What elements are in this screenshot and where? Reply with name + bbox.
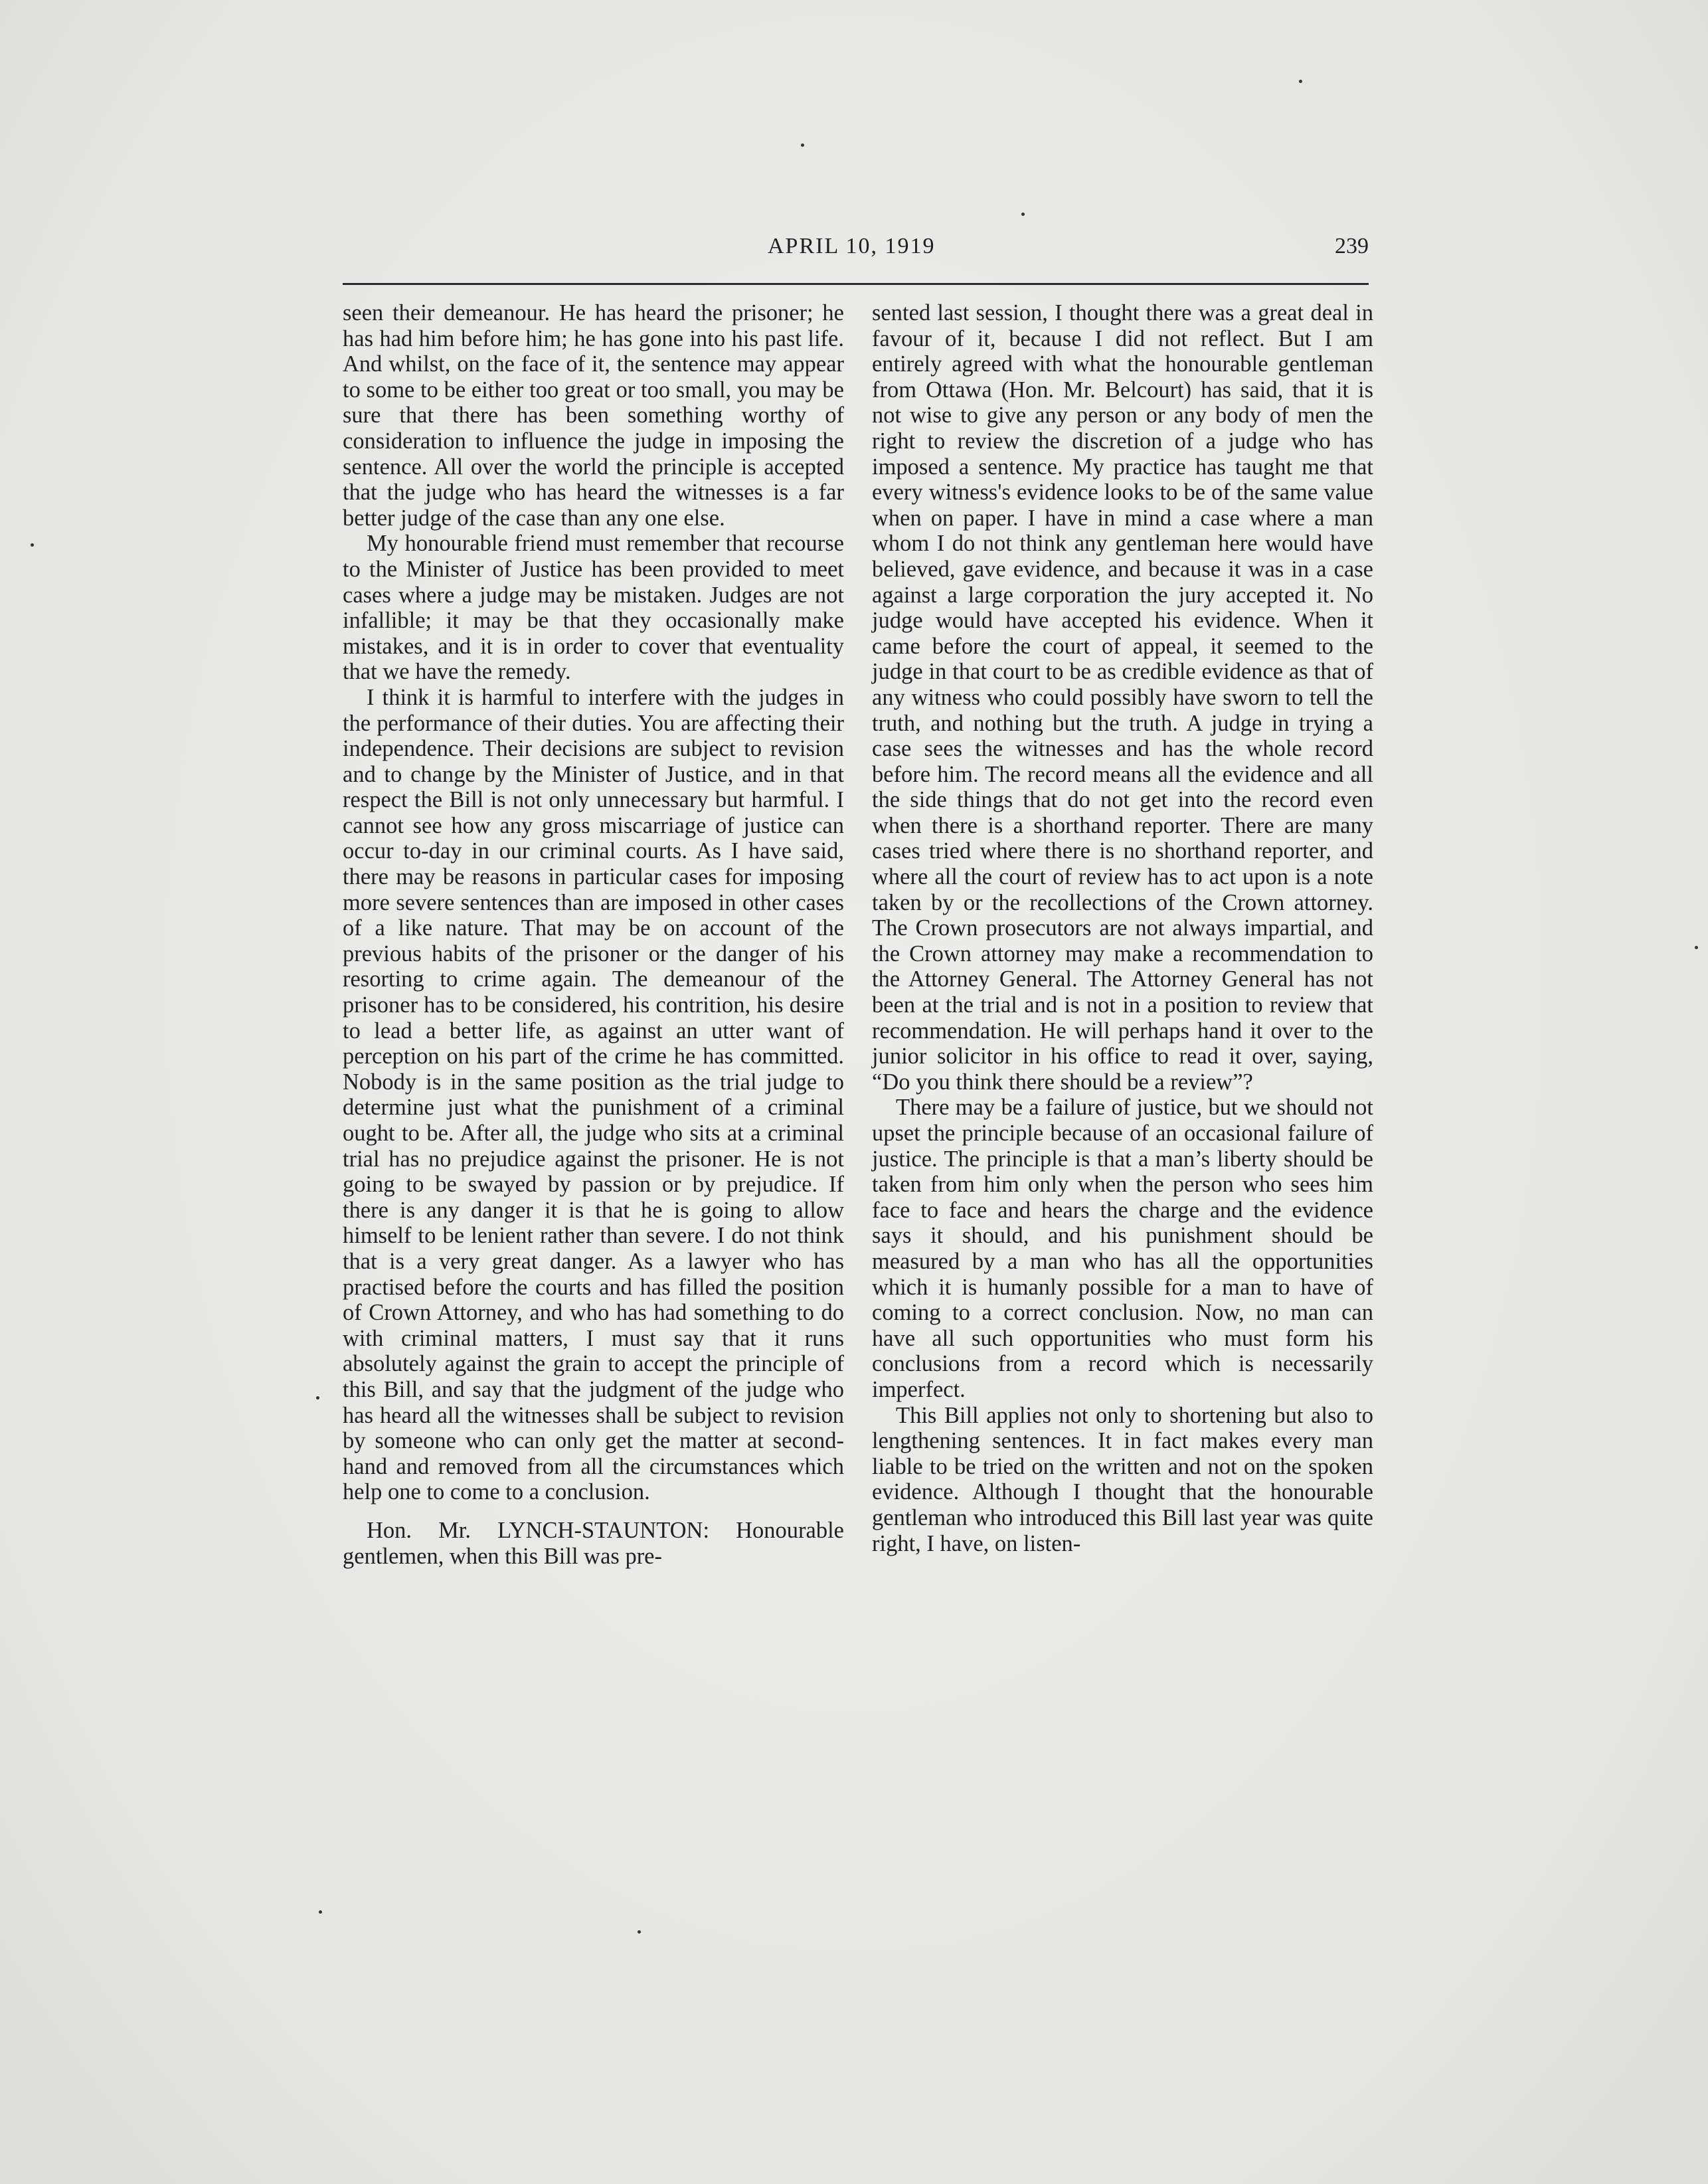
speck: [316, 1396, 319, 1400]
page-number: 239: [1335, 234, 1369, 258]
speck: [1299, 80, 1302, 83]
header-rule: [343, 283, 1369, 285]
speck: [319, 1910, 322, 1914]
page-header: [343, 234, 1369, 267]
speaker-paragraph: Hon. Mr. LYNCH-STAUNTON: Honourable gentlemen, when this Bill was pre-: [343, 1517, 844, 1569]
speck: [801, 143, 804, 147]
speck: [31, 543, 34, 547]
header-date: APRIL 10, 1919: [768, 234, 936, 258]
paragraph: This Bill applies not only to shortening but also to lengthening sentences. It in fact makes every man liable to be tried on the written and not on the spoken evidence. Although I thought that the honourable gentleman who introduced this Bill last year was quite right, I have, on listen-: [872, 1402, 1373, 1556]
paragraph: My honourable friend must remember that recourse to the Minister of Justice has been provided to meet cases where a judge may be mistaken. Judges are not infallible; it may be that they occasionally make mistakes, and it is in order to cover that eventuality that we have the remedy.: [343, 531, 844, 685]
speck: [638, 1930, 641, 1934]
speck: [1695, 946, 1698, 949]
left-column: [343, 300, 844, 1569]
paragraph: There may be a failure of justice, but we should not upset the principle because of an occasional failure of justice. The principle is that a man’s liberty should be taken from him only when the person who sees him face to face and hears the charge and the evidence says it should, and his punishment should be measured by a man who has all the opportunities which it is humanly possible for a man to have of coming to a correct conclusion. Now, no man can have all such opportunities who must form his conclusions from a record which is necessarily imperfect.: [872, 1095, 1373, 1402]
paragraph: I think it is harmful to interfere with the judges in the performance of their duties. You are affecting their independence. Their decisions are subject to revision and to change by the Minister of Justice, and in that respect the Bill is not only unnecessary but harmful. I cannot see how any gross miscarriage of justice can occur to-day in our criminal courts. As I have said, there may be reasons in particular cases for imposing more severe sentences than are imposed in other cases of a like nature. That may be on account of the previous habits of the prisoner or the danger of his resorting to crime again. The demeanour of the prisoner has to be considered, his contrition, his desire to lead a better life, as against an utter want of perception on his part of the crime he has committed. Nobody is in the same position as the trial judge to determine just what the punishment of a criminal ought to be. After all, the judge who sits at a criminal trial has no prejudice against the prisoner. He is not going to be swayed by passion or by prejudice. If there is any danger it is that he is going to allow himself to be lenient rather than severe. I do not think that is a very great danger. As a lawyer who has practised before the courts and has filled the position of Crown Attorney, and who has had something to do with criminal matters, I must say that it runs absolutely against the grain to accept the principle of this Bill, and say that the judgment of the judge who has heard all the witnesses shall be subject to revision by someone who can only get the matter at second-hand and removed from all the circumstances which help one to come to a conclusion.: [343, 684, 844, 1505]
right-column: [872, 300, 1373, 1556]
paragraph: sented last session, I thought there was a great deal in favour of it, because I did not reflect. But I am entirely agreed with what the honourable gentleman from Ottawa (Hon. Mr. Belcourt) has said, that it is not wise to give any person or any body of men the right to review the discretion of a judge who has imposed a sentence. My practice has taught me that every witness's evidence looks to be of the same value when on paper. I have in mind a case where a man whom I do not think any gentleman here would have believed, gave evidence, and because it was in a case against a large corporation the jury accepted it. No judge would have accepted his evidence. When it came before the court of appeal, it seemed to the judge in that court to be as credible evidence as that of any witness who could possibly have sworn to tell the truth, and nothing but the truth. A judge in trying a case sees the witnesses and has the whole record before him. The record means all the evidence and all the side things that do not get into the record even when there is a shorthand reporter. There are many cases tried where there is no shorthand reporter, and where all the court of review has to act upon is a note taken by or the recollections of the Crown attorney. The Crown prosecutors are not always impartial, and the Crown attorney may make a recommendation to the Attorney General. The Attorney General has not been at the trial and is not in a position to review that recommendation. He will perhaps hand it over to the junior solicitor in his office to read it over, saying, “Do you think there should be a review”?: [872, 300, 1373, 1095]
paragraph: seen their demeanour. He has heard the prisoner; he has had him before him; he has gone into his past life. And whilst, on the face of it, the sentence may appear to some to be either too great or too small, you may be sure that there has been something worthy of consideration to influence the judge in imposing the sentence. All over the world the principle is accepted that the judge who has heard the witnesses is a far better judge of the case than any one else.: [343, 300, 844, 531]
speck: [1021, 213, 1025, 216]
